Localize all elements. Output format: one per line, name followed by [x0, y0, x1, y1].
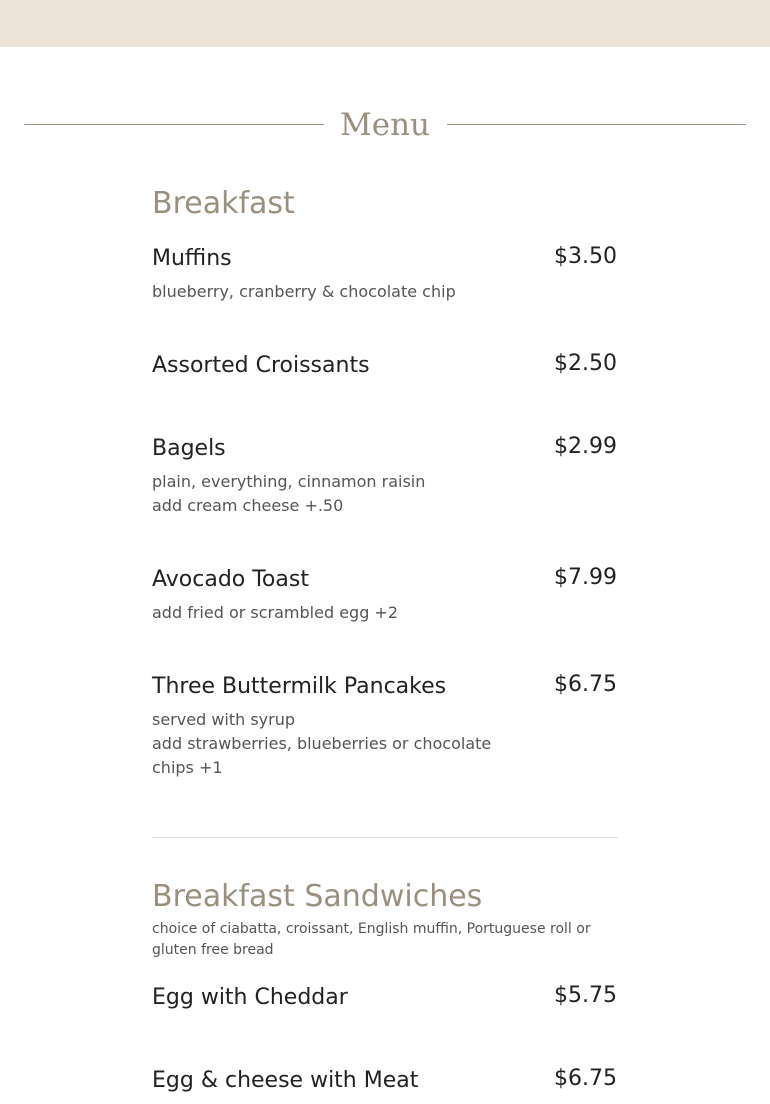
item-description: blueberry, cranberry & chocolate chip — [152, 282, 456, 301]
item-description: served with syrup add strawberries, blueberries or chocolate chips +1 — [152, 710, 492, 777]
section-title-breakfast-sandwiches: Breakfast Sandwiches — [152, 879, 483, 914]
item-price: $7.99 — [554, 565, 617, 590]
item-name: Assorted Croissants — [152, 353, 370, 378]
item-description: plain, everything, cinnamon raisin add cream cheese +.50 — [152, 472, 426, 515]
top-banner — [0, 0, 770, 47]
section-divider — [152, 837, 618, 838]
item-name: Egg & cheese with Meat — [152, 1068, 419, 1093]
menu-heading — [0, 102, 770, 148]
item-description: add fried or scrambled egg +2 — [152, 603, 399, 622]
item-price: $2.99 — [554, 434, 617, 459]
item-name: Three Buttermilk Pancakes — [152, 674, 447, 699]
section-title-breakfast: Breakfast — [152, 186, 295, 221]
item-price: $2.50 — [554, 351, 617, 376]
item-price: $6.75 — [554, 672, 617, 697]
item-name: Avocado Toast — [152, 567, 309, 592]
section-note: choice of ciabatta, croissant, English muffin, Portuguese roll or gluten free bread — [152, 921, 591, 958]
page-title: Menu — [339, 107, 431, 143]
item-name: Egg with Cheddar — [152, 985, 348, 1010]
heading-rule-right — [447, 124, 746, 125]
item-name: Bagels — [152, 436, 226, 461]
item-name: Muffins — [152, 246, 232, 271]
item-price: $6.75 — [554, 1066, 617, 1091]
item-price: $5.75 — [554, 983, 617, 1008]
item-price: $3.50 — [554, 244, 617, 269]
